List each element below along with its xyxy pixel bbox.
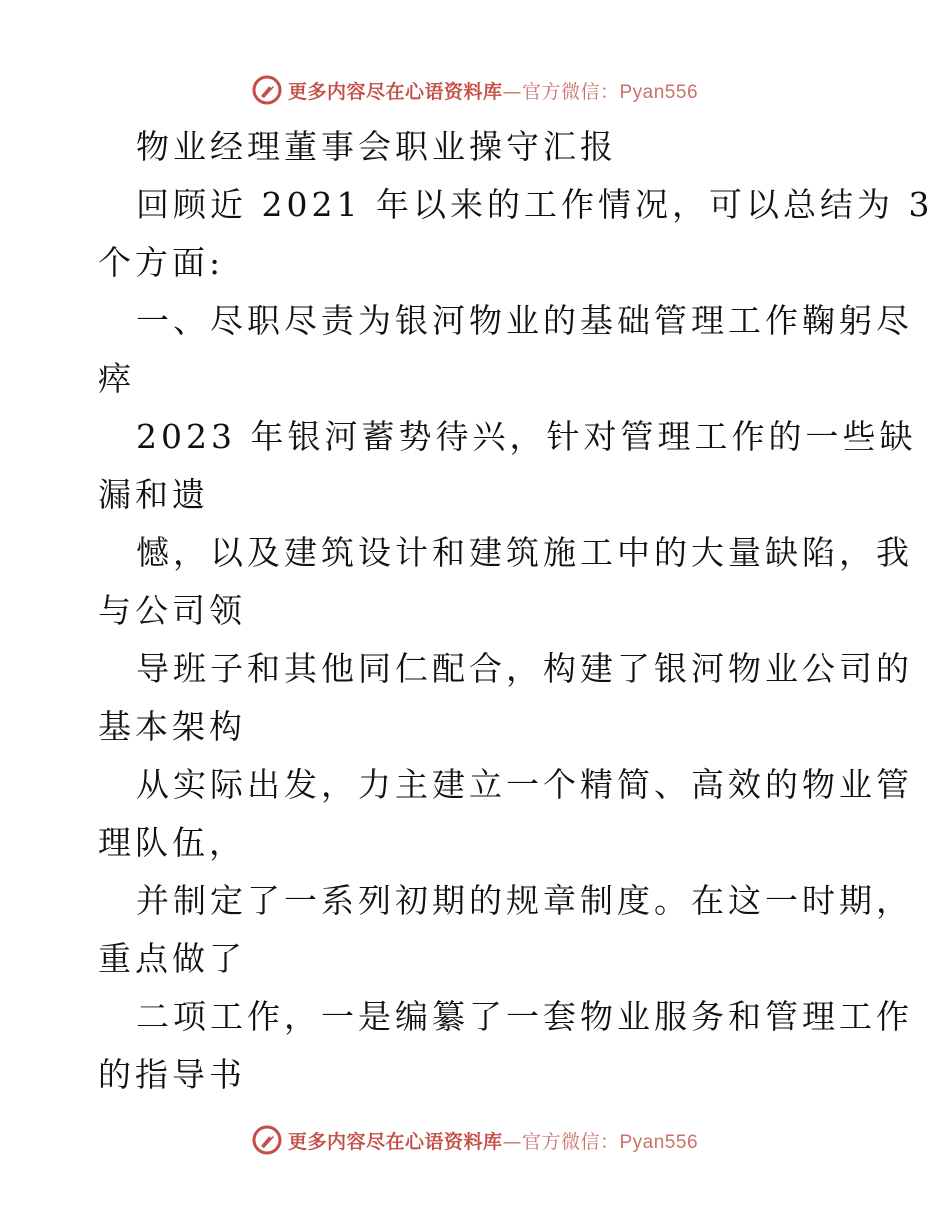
watermark-brand: 更多内容尽在心语资料库	[287, 1130, 503, 1153]
watermark-dash: —	[502, 80, 522, 103]
watermark-brand: 更多内容尽在心语资料库	[287, 80, 503, 103]
watermark-dash: —	[502, 1130, 522, 1153]
watermark-wechat-label: 官方微信：	[521, 80, 620, 103]
text-line: 二项工作，一是编纂了一套物业服务和管理工作	[136, 997, 913, 1036]
text-line: 导班子和其他同仁配合，构建了银河物业公司的	[136, 649, 913, 688]
text-line: 与公司领	[98, 591, 246, 630]
text-line: 回顾近 2021 年以来的工作情况，可以总结为 3	[136, 185, 934, 224]
pen-nib-icon	[252, 1125, 282, 1155]
watermark-text	[288, 1127, 698, 1154]
text-line: 瘁	[98, 359, 135, 398]
text-line: 漏和遗	[98, 475, 209, 514]
watermark-header	[0, 70, 950, 110]
pen-nib-icon	[252, 75, 282, 105]
text-line: 并制定了一系列初期的规章制度。在这一时期，	[136, 881, 913, 920]
watermark-wechat-label: 官方微信：	[521, 1130, 620, 1153]
watermark-text	[288, 77, 698, 104]
text-line: 理队伍，	[98, 823, 246, 862]
text-line: 的指导书	[98, 1055, 246, 1094]
watermark-wechat-id: Pyan556	[619, 1131, 699, 1153]
text-line: 2023 年银河蓄势待兴，针对管理工作的一些缺	[136, 417, 917, 456]
text-line: 从实际出发，力主建立一个精简、高效的物业管	[136, 765, 913, 804]
text-line: 个方面:	[98, 243, 225, 282]
document-title: 物业经理董事会职业操守汇报	[136, 127, 617, 166]
document-body	[98, 118, 934, 1104]
text-line: 一、尽职尽责为银河物业的基础管理工作鞠躬尽	[136, 301, 913, 340]
text-line: 憾，以及建筑设计和建筑施工中的大量缺陷，我	[136, 533, 913, 572]
text-line: 基本架构	[98, 707, 246, 746]
text-line: 重点做了	[98, 939, 246, 978]
watermark-footer	[0, 1120, 950, 1160]
watermark-wechat-id: Pyan556	[619, 81, 699, 103]
